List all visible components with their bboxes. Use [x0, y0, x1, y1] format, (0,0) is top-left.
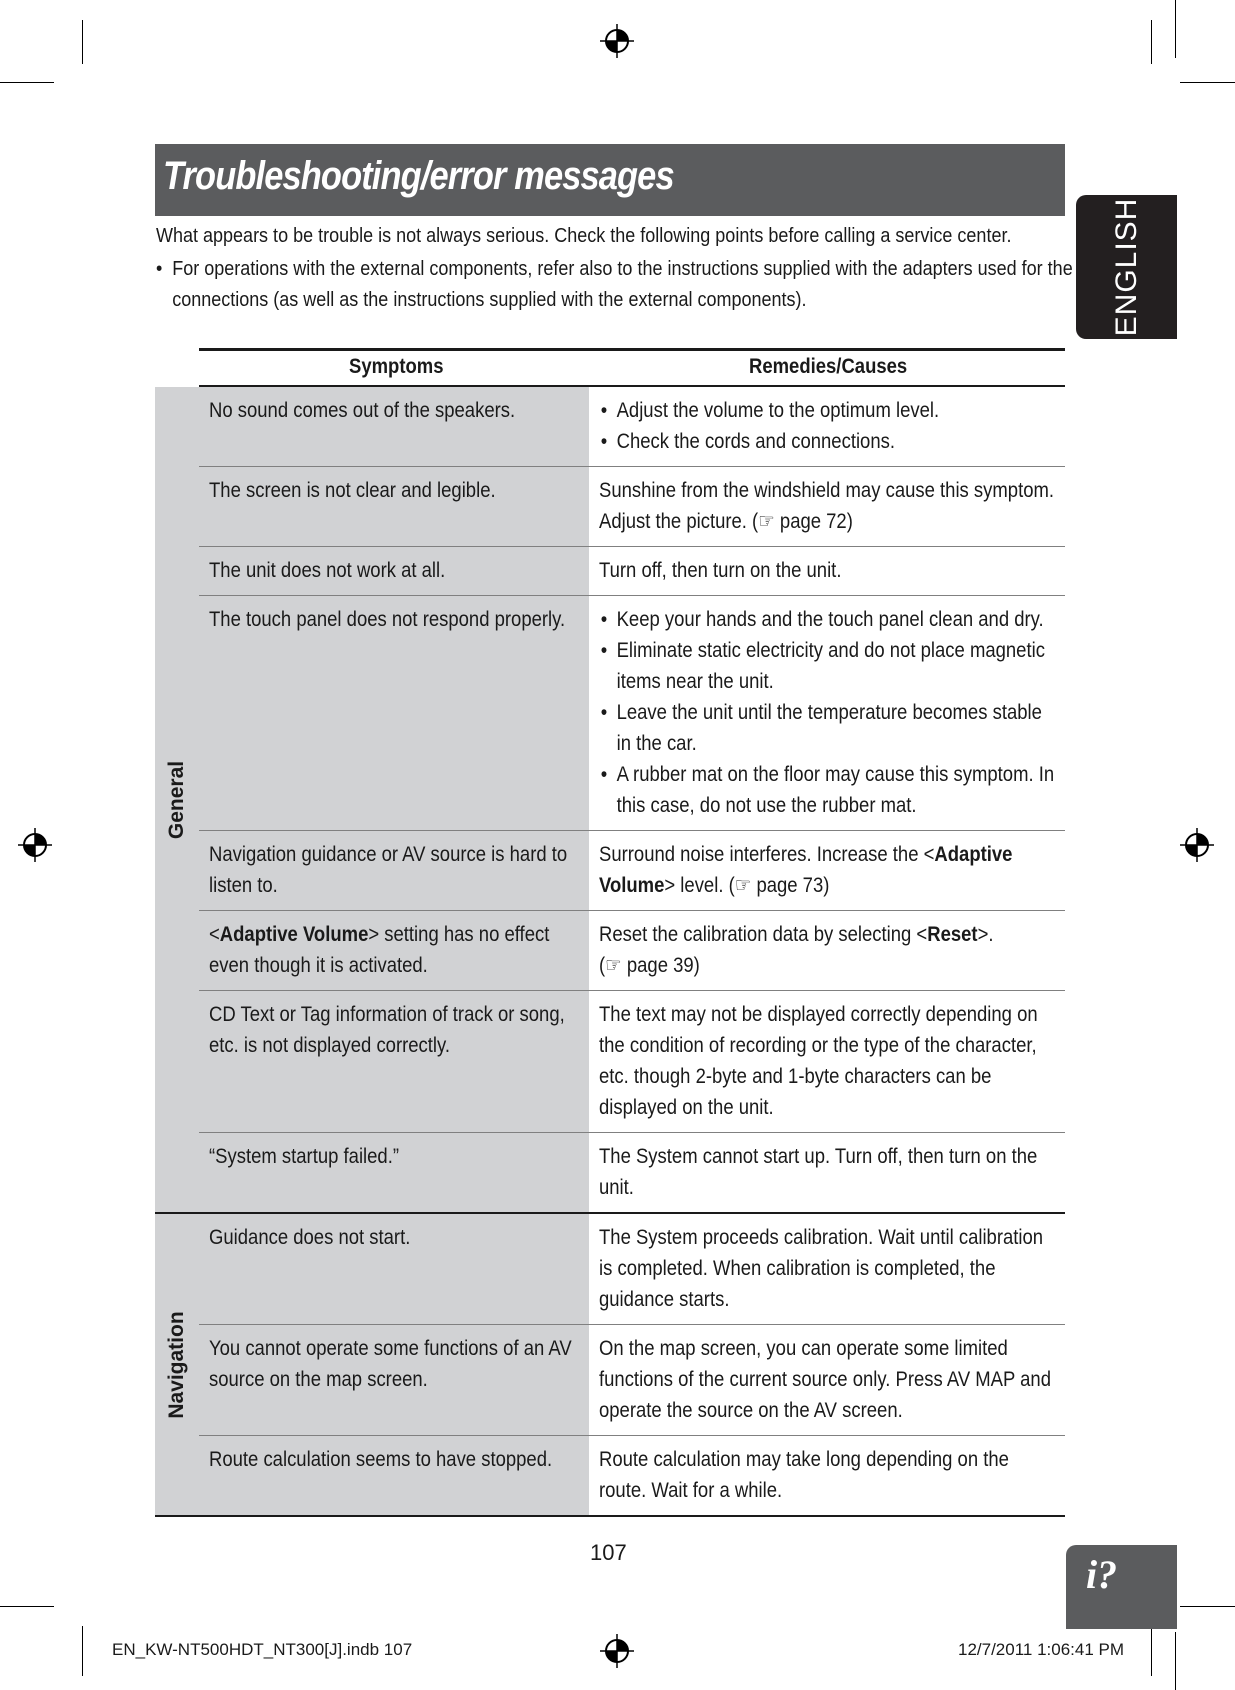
symptom-cell: The touch panel does not respond properly.: [209, 608, 566, 631]
page-number: 107: [590, 1540, 627, 1565]
symptom-cell: CD Text or Tag information of track or song, etc. is not displayed correctly.: [209, 1003, 565, 1057]
registration-mark-icon: [18, 828, 52, 862]
symptom-cell: Navigation guidance or AV source is hard to listen to.: [209, 843, 568, 897]
group-label-navigation: [155, 1214, 199, 1515]
crop-mark: [0, 1606, 54, 1607]
symptom-cell: “System startup failed.”: [209, 1145, 399, 1168]
footer-timestamp: 12/7/2011 1:06:41 PM: [958, 1640, 1125, 1659]
symptom-text: <: [209, 923, 220, 946]
remedy-cell: Sunshine from the windshield may cause this symptom. Adjust the picture. (☞ page 72): [599, 479, 1055, 533]
symptom-cell: Route calculation seems to have stopped.: [209, 1448, 553, 1471]
registration-mark-icon: [600, 24, 634, 58]
symptom-cell: No sound comes out of the speakers.: [209, 399, 516, 422]
table-row: [199, 831, 1065, 911]
crop-mark: [1175, 1632, 1176, 1690]
footer-file-info: EN_KW-NT500HDT_NT300[J].indb 107: [112, 1640, 413, 1659]
remedy-bullet: • Check the cords and connections.: [599, 426, 1056, 457]
column-header-remedies: Remedies/Causes: [749, 355, 908, 378]
crop-mark: [82, 1626, 83, 1676]
table-row: [199, 1325, 1065, 1436]
table-row: [199, 387, 1065, 467]
remedy-cell: Route calculation may take long depending on the route. Wait for a while.: [599, 1448, 1009, 1502]
remedy-bullet: • Keep your hands and the touch panel clean and dry.: [599, 604, 1056, 635]
crop-mark: [1151, 20, 1152, 64]
crop-mark: [1151, 1626, 1152, 1676]
table-row: [199, 596, 1065, 831]
crop-mark: [1180, 1606, 1235, 1607]
language-tab-label: ENGLISH: [1109, 197, 1143, 337]
intro-section: [156, 221, 1073, 316]
group-general: [155, 387, 1065, 1214]
remedy-text: Surround noise interferes. Increase the <: [599, 843, 935, 866]
table-row: [199, 1436, 1065, 1515]
symptom-cell: [209, 919, 593, 981]
remedy-bullet: • A rubber mat on the floor may cause this symptom. In this case, do not use the rubber mat.: [599, 759, 1056, 821]
remedy-bullet: • Eliminate static electricity and do not place magnetic items near the unit.: [599, 635, 1056, 697]
table-row: [199, 1214, 1065, 1325]
intro-text: What appears to be trouble is not always serious. Check the following points before calling a service center.: [156, 225, 1012, 247]
table-row: [199, 467, 1065, 547]
language-tab: [1076, 195, 1177, 339]
remedy-cell: On the map screen, you can operate some limited functions of the current source only. Press AV MAP and operate the source on the AV screen.: [599, 1337, 1051, 1422]
table-header: [199, 348, 1065, 387]
symptom-cell: The unit does not work at all.: [209, 559, 446, 582]
symptom-cell: You cannot operate some functions of an AV source on the map screen.: [209, 1337, 572, 1391]
troubleshooting-table: [155, 348, 1065, 1517]
help-tab: [1066, 1545, 1177, 1629]
crop-mark: [82, 20, 83, 64]
remedy-text: Reset the calibration data by selecting <: [599, 923, 928, 946]
remedy-setting-name: Adaptive Volume: [599, 843, 1013, 897]
group-label-text: General: [165, 760, 188, 839]
page-title-bar: [155, 144, 1065, 216]
remedy-setting-name: Reset: [927, 923, 978, 946]
help-tab-icon: i?: [1086, 1552, 1118, 1597]
remedy-bullet: • Adjust the volume to the optimum level.: [599, 395, 1056, 426]
remedy-cell: The text may not be displayed correctly depending on the condition of recording or the type of the character, etc. though 2-byte and 1-byte characters can be displayed on the unit.: [599, 1003, 1038, 1119]
table-row: [199, 547, 1065, 596]
remedy-cell: The System cannot start up. Turn off, then turn on the unit.: [599, 1145, 1038, 1199]
table-row: [199, 991, 1065, 1133]
table-row: [199, 1133, 1065, 1212]
registration-mark-icon: [1180, 828, 1214, 862]
crop-mark: [1175, 0, 1176, 58]
remedy-cell: [599, 604, 1056, 821]
page-title: Troubleshooting/error messages: [163, 154, 674, 198]
column-header-symptoms: Symptoms: [349, 355, 444, 378]
group-navigation: [155, 1214, 1065, 1517]
registration-mark-icon: [600, 1634, 634, 1668]
remedy-cell: [599, 395, 1056, 457]
remedy-text: > level. (☞ page 73): [664, 874, 830, 897]
symptom-cell: Guidance does not start.: [209, 1226, 411, 1249]
group-label-text: Navigation: [165, 1310, 188, 1419]
table-row: [199, 911, 1065, 991]
remedy-text: >.: [977, 923, 994, 946]
page-reference: (☞ page 39): [599, 954, 700, 977]
crop-mark: [1180, 82, 1235, 83]
remedy-cell: [599, 839, 1056, 901]
intro-bullet: • For operations with the external components, refer also to the instructions supplied with the adapters used for the connections (as well as the instructions supplied with the external components).: [156, 254, 1081, 316]
remedy-cell: [599, 919, 1056, 981]
symptom-setting-name: Adaptive Volume: [219, 923, 369, 946]
crop-mark: [0, 82, 54, 83]
remedy-cell: The System proceeds calibration. Wait until calibration is completed. When calibration is completed, the guidance starts.: [599, 1226, 1044, 1311]
symptom-text: > setting has no effect even though it is activated.: [209, 923, 550, 977]
group-label-general: [155, 387, 199, 1212]
symptom-cell: The screen is not clear and legible.: [209, 479, 496, 502]
remedy-cell: Turn off, then turn on the unit.: [599, 559, 842, 582]
remedy-bullet: • Leave the unit until the temperature becomes stable in the car.: [599, 697, 1056, 759]
